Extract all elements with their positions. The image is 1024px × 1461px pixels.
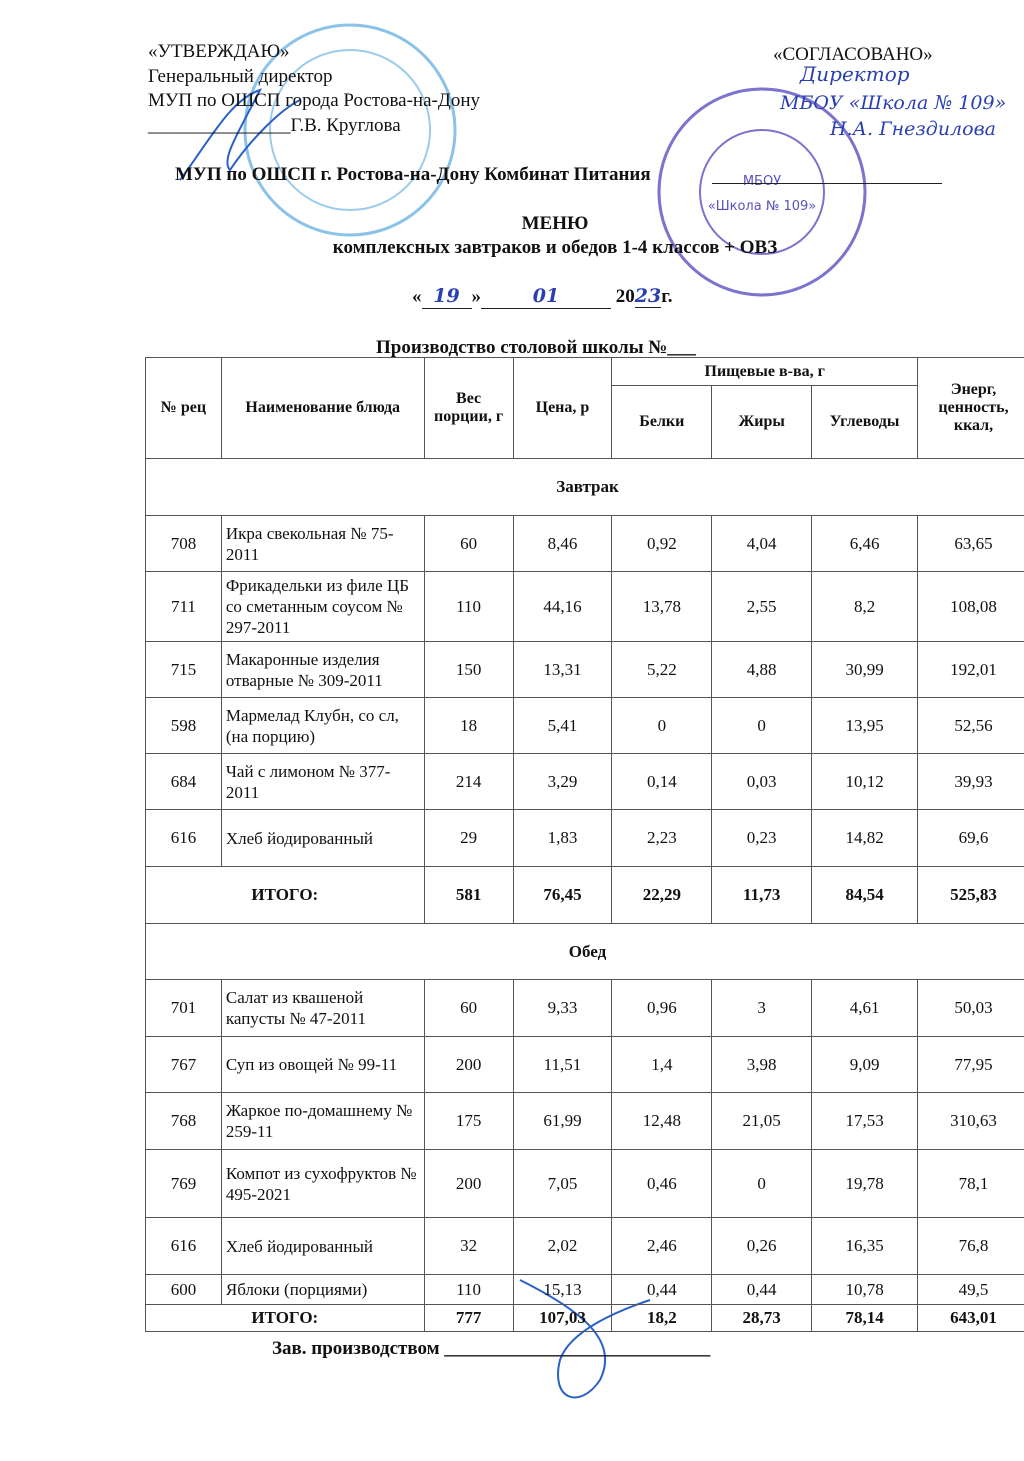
cell-weight: 150 (424, 642, 513, 698)
cell-name: Фрикадельки из филе ЦБ со сметанным соусом № 297-2011 (221, 572, 424, 642)
cell-rec: 711 (146, 572, 222, 642)
cell-price: 8,46 (513, 516, 612, 572)
cell-protein: 0,92 (612, 516, 712, 572)
cell-weight: 18 (424, 698, 513, 754)
section-title: Завтрак (146, 459, 1024, 516)
cell-carb: 8,2 (812, 572, 918, 642)
cell-carb: 9,09 (812, 1037, 918, 1093)
section-row (146, 459, 1024, 516)
menu-subtitle: комплексных завтраков и обедов 1-4 классов + ОВЗ (332, 237, 778, 258)
cell-energy: 52,56 (918, 698, 1024, 754)
cell-energy: 78,1 (918, 1150, 1024, 1218)
cell-rec: 701 (146, 980, 222, 1037)
total-cell: 18,2 (612, 1305, 712, 1332)
table-row (146, 516, 1024, 572)
date-day: 19 (422, 285, 472, 309)
cell-name: Яблоки (порциями) (221, 1275, 424, 1305)
svg-text:МБОУ: МБОУ (742, 174, 782, 189)
cell-name: Салат из квашеной капусты № 47-2011 (221, 980, 424, 1037)
cell-carb: 10,78 (812, 1275, 918, 1305)
cell-fat: 0 (712, 698, 812, 754)
section-row (146, 924, 1024, 980)
cell-protein: 2,46 (612, 1218, 712, 1275)
approve-org: МУП по ОШСП города Ростова-на-Дону (148, 90, 480, 111)
cell-weight: 110 (424, 572, 513, 642)
cell-price: 1,83 (513, 810, 612, 867)
cell-fat: 0,26 (712, 1218, 812, 1275)
cell-protein: 2,23 (612, 810, 712, 867)
cell-fat: 3,98 (712, 1037, 812, 1093)
cell-energy: 310,63 (918, 1093, 1024, 1150)
table-row (146, 1037, 1024, 1093)
table-row (146, 1150, 1024, 1218)
agreed-name: Н.А. Гнездилова (830, 118, 996, 140)
total-cell: 76,45 (513, 867, 612, 924)
cell-name: Икра свекольная № 75-2011 (221, 516, 424, 572)
cell-weight: 214 (424, 754, 513, 810)
cell-protein: 0,46 (612, 1150, 712, 1218)
cell-fat: 0 (712, 1150, 812, 1218)
cell-carb: 6,46 (812, 516, 918, 572)
total-cell: ИТОГО: (146, 867, 425, 924)
cell-energy: 63,65 (918, 516, 1024, 572)
table-row (146, 698, 1024, 754)
header-energy: Энерг, ценность, ккал, (918, 358, 1024, 459)
table-row (146, 1093, 1024, 1150)
cell-price: 15,13 (513, 1275, 612, 1305)
menu-date (412, 285, 672, 309)
cell-price: 11,51 (513, 1037, 612, 1093)
cell-carb: 30,99 (812, 642, 918, 698)
menu-title: МЕНЮ (521, 213, 589, 234)
table-row (146, 810, 1024, 867)
cell-protein: 13,78 (612, 572, 712, 642)
total-cell: 22,29 (612, 867, 712, 924)
cell-protein: 1,4 (612, 1037, 712, 1093)
table-row (146, 642, 1024, 698)
cell-rec: 598 (146, 698, 222, 754)
cell-fat: 21,05 (712, 1093, 812, 1150)
approve-signature-line: _______________Г.В. Круглова (148, 115, 401, 136)
cell-energy: 108,08 (918, 572, 1024, 642)
cell-rec: 769 (146, 1150, 222, 1218)
total-cell: 78,14 (812, 1305, 918, 1332)
cell-price: 13,31 (513, 642, 612, 698)
cell-price: 9,33 (513, 980, 612, 1037)
approve-position: Генеральный директор (148, 66, 333, 87)
cell-energy: 69,6 (918, 810, 1024, 867)
cell-carb: 19,78 (812, 1150, 918, 1218)
cell-name: Жаркое по-домашнему № 259-11 (221, 1093, 424, 1150)
cell-price: 7,05 (513, 1150, 612, 1218)
cell-protein: 0 (612, 698, 712, 754)
cell-name: Компот из сухофруктов № 495-2021 (221, 1150, 424, 1218)
table-row (146, 1218, 1024, 1275)
table-row (146, 1275, 1024, 1305)
cell-fat: 4,04 (712, 516, 812, 572)
total-cell: 581 (424, 867, 513, 924)
cell-name: Хлеб йодированный (221, 810, 424, 867)
cell-energy: 76,8 (918, 1218, 1024, 1275)
cell-rec: 600 (146, 1275, 222, 1305)
header-weight: Вес порции, г (424, 358, 513, 459)
cell-carb: 10,12 (812, 754, 918, 810)
cell-weight: 60 (424, 980, 513, 1037)
agreed-position: Директор (800, 62, 910, 86)
cell-weight: 32 (424, 1218, 513, 1275)
footer-signature-line: Зав. производством ____________________________ (272, 1338, 711, 1359)
cell-energy: 50,03 (918, 980, 1024, 1037)
header-rec: № рец (146, 358, 222, 459)
cell-name: Чай с лимоном № 377-2011 (221, 754, 424, 810)
cell-weight: 200 (424, 1037, 513, 1093)
header-protein: Белки (612, 386, 712, 459)
total-cell: 643,01 (918, 1305, 1024, 1332)
table-row (146, 572, 1024, 642)
cell-price: 2,02 (513, 1218, 612, 1275)
date-close: » (471, 286, 481, 307)
cell-carb: 4,61 (812, 980, 918, 1037)
organization: МУП по ОШСП г. Ростова-на-Дону Комбинат Питания (175, 164, 651, 185)
total-cell: 28,73 (712, 1305, 812, 1332)
cell-rec: 616 (146, 810, 222, 867)
cell-carb: 16,35 (812, 1218, 918, 1275)
cell-rec: 708 (146, 516, 222, 572)
date-year: 23 (634, 285, 662, 307)
agreed-school: МБОУ «Школа № 109» (780, 92, 1007, 114)
production-label: Производство столовой школы №___ (376, 337, 696, 358)
cell-name: Хлеб йодированный (221, 1218, 424, 1275)
cell-carb: 13,95 (812, 698, 918, 754)
cell-rec: 768 (146, 1093, 222, 1150)
header-name: Наименование блюда (221, 358, 424, 459)
approve-title: «УТВЕРЖДАЮ» (148, 41, 290, 62)
cell-carb: 17,53 (812, 1093, 918, 1150)
agreed-title: «СОГЛАСОВАНО» (773, 44, 933, 65)
total-cell: ИТОГО: (146, 1305, 425, 1332)
cell-rec: 616 (146, 1218, 222, 1275)
total-cell: 107,03 (513, 1305, 612, 1332)
cell-price: 61,99 (513, 1093, 612, 1150)
cell-weight: 29 (424, 810, 513, 867)
cell-fat: 2,55 (712, 572, 812, 642)
cell-rec: 767 (146, 1037, 222, 1093)
total-cell: 777 (424, 1305, 513, 1332)
cell-protein: 0,44 (612, 1275, 712, 1305)
cell-protein: 5,22 (612, 642, 712, 698)
date-open: « (412, 286, 422, 307)
cell-carb: 14,82 (812, 810, 918, 867)
cell-name: Мармелад Клубн, со сл, (на порцию) (221, 698, 424, 754)
cell-energy: 192,01 (918, 642, 1024, 698)
cell-energy: 39,93 (918, 754, 1024, 810)
total-cell: 84,54 (812, 867, 918, 924)
menu-table (145, 357, 1024, 1332)
section-title: Обед (146, 924, 1024, 980)
header-carb: Углеводы (812, 386, 918, 459)
cell-energy: 49,5 (918, 1275, 1024, 1305)
cell-weight: 200 (424, 1150, 513, 1218)
total-cell: 11,73 (712, 867, 812, 924)
header-nutrients: Пищевые в-ва, г (612, 358, 918, 386)
cell-price: 5,41 (513, 698, 612, 754)
date-year-prefix: 20 (615, 286, 635, 307)
cell-weight: 175 (424, 1093, 513, 1150)
header-fat: Жиры (712, 386, 812, 459)
cell-energy: 77,95 (918, 1037, 1024, 1093)
total-row (146, 1305, 1024, 1332)
table-row (146, 980, 1024, 1037)
cell-protein: 0,14 (612, 754, 712, 810)
cell-fat: 0,03 (712, 754, 812, 810)
svg-text:«Школа № 109»: «Школа № 109» (707, 199, 817, 214)
total-row (146, 867, 1024, 924)
cell-name: Суп из овощей № 99-11 (221, 1037, 424, 1093)
cell-rec: 684 (146, 754, 222, 810)
header-price: Цена, р (513, 358, 612, 459)
cell-weight: 110 (424, 1275, 513, 1305)
cell-protein: 0,96 (612, 980, 712, 1037)
cell-fat: 0,44 (712, 1275, 812, 1305)
cell-protein: 12,48 (612, 1093, 712, 1150)
cell-rec: 715 (146, 642, 222, 698)
cell-price: 44,16 (513, 572, 612, 642)
cell-weight: 60 (424, 516, 513, 572)
cell-price: 3,29 (513, 754, 612, 810)
cell-name: Макаронные изделия отварные № 309-2011 (221, 642, 424, 698)
cell-fat: 4,88 (712, 642, 812, 698)
table-row (146, 754, 1024, 810)
date-suffix: г. (661, 286, 673, 307)
cell-fat: 0,23 (712, 810, 812, 867)
date-month: 01 (481, 285, 611, 309)
cell-fat: 3 (712, 980, 812, 1037)
total-cell: 525,83 (918, 867, 1024, 924)
